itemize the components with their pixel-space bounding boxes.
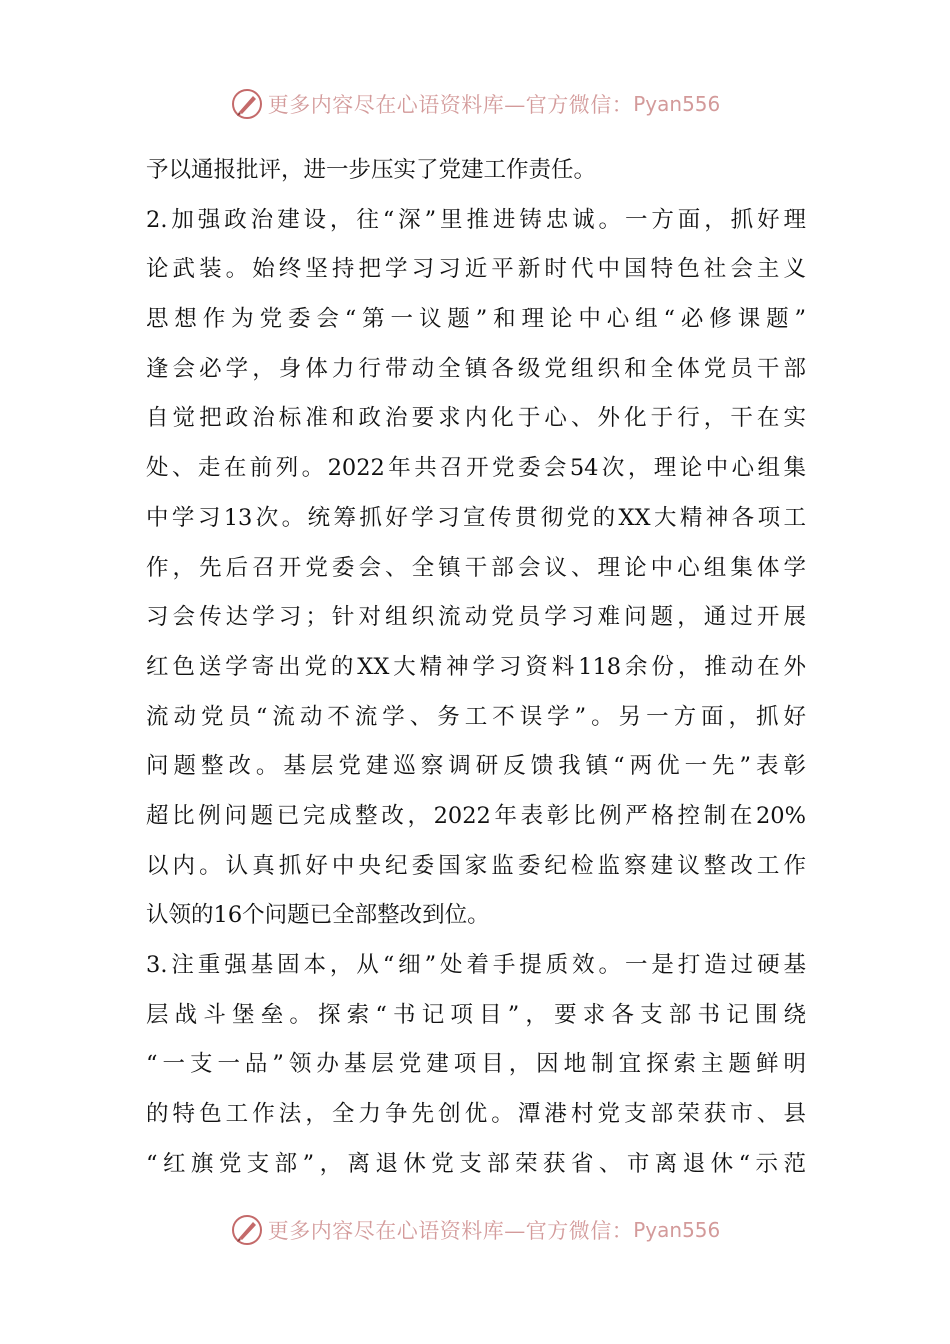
watermark-text: 更多内容尽在心语资料库—官方微信：	[267, 93, 634, 117]
text-line: 予以通报批评，进一步压实了党建工作责任。	[146, 157, 597, 183]
text-line: 逢会必学，身体力行带动全镇各级党组织和全体党员干部	[146, 355, 806, 382]
text-line: 思想作为党委会“第一议题”和理论中心组“必修课题”	[146, 306, 806, 333]
watermark-header	[0, 84, 950, 124]
pen-logo-icon	[230, 1213, 264, 1247]
text-line: 认领的16个问题已全部整改到位。	[146, 902, 490, 929]
text-line: 超比例问题已完成整改，2022年表彰比例严格控制在20%	[146, 802, 806, 829]
text-line: 论武装。始终坚持把学习习近平新时代中国特色社会主义	[146, 256, 806, 283]
watermark-id: Pyan556	[633, 1218, 721, 1242]
text-line: 3.注重强基固本，从“细”处着手提质效。一是打造过硬基	[146, 952, 806, 978]
text-line: 处、走在前列。2022年共召开党委会54次，理论中心组集	[146, 455, 806, 482]
text-line: 流动党员“流动不流学、务工不误学”。另一方面，抓好	[146, 703, 806, 730]
watermark-text: 更多内容尽在心语资料库—官方微信：	[267, 1219, 634, 1243]
text-line: 的特色工作法，全力争先创优。潭港村党支部荣获市、县	[146, 1101, 806, 1128]
text-line: 层战斗堡垒。探索“书记项目”，要求各支部书记围绕	[146, 1001, 806, 1028]
text-line: 中学习13次。统筹抓好学习宣传贯彻党的XX大精神各项工	[146, 504, 806, 531]
watermark-id: Pyan556	[633, 92, 721, 116]
text-line: “红旗党支部”，离退休党支部荣获省、市离退休“示范	[146, 1150, 806, 1177]
document-body	[146, 146, 806, 1189]
pen-logo-icon	[230, 87, 264, 121]
watermark-footer	[0, 1210, 950, 1250]
text-line: 以内。认真抓好中央纪委国家监委纪检监察建议整改工作	[146, 852, 806, 879]
text-line: 红色送学寄出党的XX大精神学习资料118余份，推动在外	[146, 653, 806, 680]
text-line: 问题整改。基层党建巡察调研反馈我镇“两优一先”表彰	[146, 753, 806, 780]
text-line: 习会传达学习；针对组织流动党员学习难问题，通过开展	[146, 604, 806, 631]
text-line: 作，先后召开党委会、全镇干部会议、理论中心组集体学	[146, 554, 806, 581]
text-line: “一支一品”领办基层党建项目，因地制宜探索主题鲜明	[146, 1051, 806, 1078]
text-line: 自觉把政治标准和政治要求内化于心、外化于行，干在实	[146, 405, 806, 432]
text-line: 2.加强政治建设，往“深”里推进铸忠诚。一方面，抓好理	[146, 206, 806, 233]
